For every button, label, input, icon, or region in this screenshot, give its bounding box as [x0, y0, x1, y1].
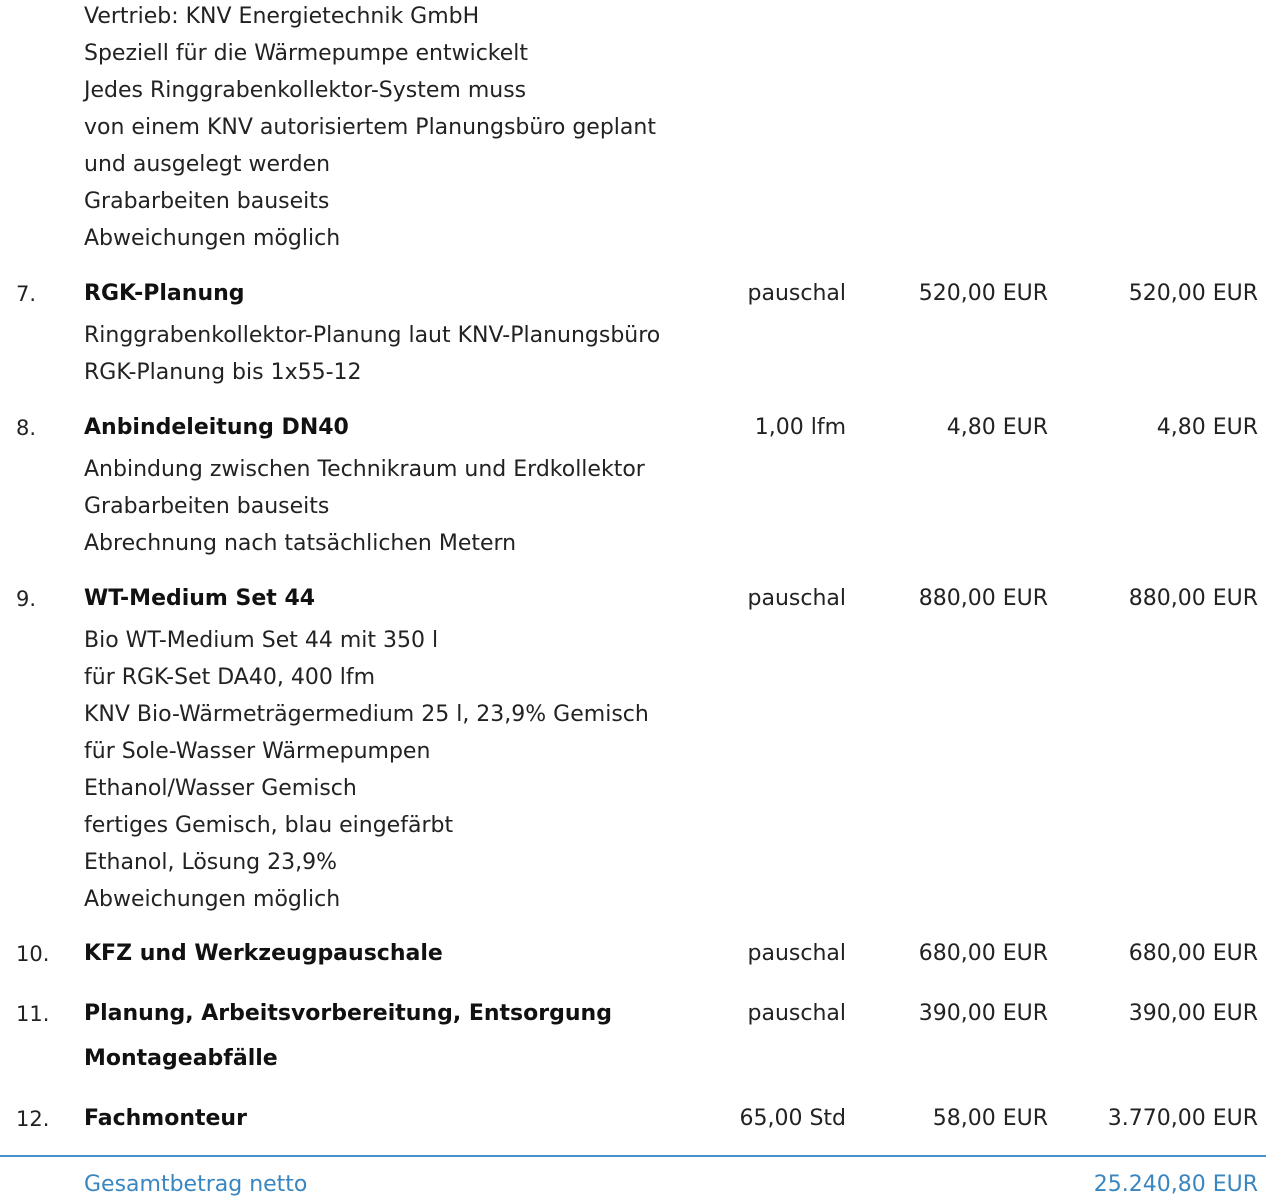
description-line: Abweichungen möglich: [84, 887, 341, 912]
item-quantity: 65,00 Std: [739, 1106, 846, 1131]
item-quantity: pauschal: [747, 586, 846, 611]
item-title: WT-Medium Set 44: [84, 586, 316, 611]
item-number: 9.: [16, 587, 37, 611]
item-number: 11.: [16, 1002, 50, 1026]
item-unit-price: 390,00 EUR: [918, 1001, 1048, 1026]
item-description: [84, 451, 645, 562]
description-line: RGK-Planung bis 1x55-12: [84, 360, 362, 385]
item-title: Anbindeleitung DN40: [84, 415, 349, 440]
net-total-value: 25.240,80 EUR: [1093, 1172, 1258, 1197]
net-total-label: Gesamtbetrag netto: [84, 1172, 308, 1197]
description-line: für RGK-Set DA40, 400 lfm: [84, 665, 376, 690]
description-line: fertiges Gemisch, blau eingefärbt: [84, 813, 454, 838]
item-number: 8.: [16, 416, 37, 440]
description-line: Ringgrabenkollektor-Planung laut KNV-Planungsbüro: [84, 323, 661, 348]
item-unit-price: 680,00 EUR: [918, 941, 1048, 966]
description-line: Bio WT-Medium Set 44 mit 350 l: [84, 628, 439, 653]
description-line: Grabarbeiten bauseits: [84, 494, 330, 519]
description-line: Abrechnung nach tatsächlichen Metern: [84, 531, 517, 556]
item-quantity: pauschal: [747, 281, 846, 306]
item-unit-price: 58,00 EUR: [932, 1106, 1048, 1131]
description-line: Ethanol/Wasser Gemisch: [84, 776, 357, 801]
item-unit-price: 520,00 EUR: [918, 281, 1048, 306]
item-title: Planung, Arbeitsvorbereitung, Entsorgung: [84, 1001, 612, 1026]
item-quantity: pauschal: [747, 941, 846, 966]
item-description: [84, 317, 660, 391]
item-total: 680,00 EUR: [1128, 941, 1258, 966]
item-total: 4,80 EUR: [1156, 415, 1258, 440]
description-line: KNV Bio-Wärmeträgermedium 25 l, 23,9% Gemisch: [84, 702, 649, 727]
description-line: Grabarbeiten bauseits: [84, 189, 330, 214]
totals-divider: [0, 1155, 1266, 1157]
item-title: Fachmonteur: [84, 1106, 247, 1131]
item-number: 12.: [16, 1107, 50, 1131]
item-total: 520,00 EUR: [1128, 281, 1258, 306]
description-line: Ethanol, Lösung 23,9%: [84, 850, 337, 875]
item-number: 7.: [16, 282, 37, 306]
description-line: Jedes Ringgrabenkollektor-System muss: [84, 78, 527, 103]
description-line: Anbindung zwischen Technikraum und Erdkollektor: [84, 457, 645, 482]
item-title-continuation: Montageabfälle: [84, 1046, 278, 1071]
item-unit-price: 4,80 EUR: [946, 415, 1048, 440]
item-total: 3.770,00 EUR: [1107, 1106, 1258, 1131]
item-number: 10.: [16, 942, 50, 966]
item-title: RGK-Planung: [84, 281, 245, 306]
item-unit-price: 880,00 EUR: [918, 586, 1048, 611]
item-title: KFZ und Werkzeugpauschale: [84, 941, 443, 966]
item-description: [84, 622, 649, 918]
description-line: von einem KNV autorisiertem Planungsbüro geplant: [84, 115, 656, 140]
description-line: Abweichungen möglich: [84, 226, 341, 251]
description-line: Speziell für die Wärmepumpe entwickelt: [84, 41, 529, 66]
description-line: und ausgelegt werden: [84, 152, 331, 177]
item-quantity: 1,00 lfm: [754, 415, 846, 440]
item-total: 880,00 EUR: [1128, 586, 1258, 611]
description-line: Vertrieb: KNV Energietechnik GmbH: [84, 4, 480, 29]
item-6-description-continuation: [84, 0, 656, 257]
item-total: 390,00 EUR: [1128, 1001, 1258, 1026]
item-quantity: pauschal: [747, 1001, 846, 1026]
description-line: für Sole-Wasser Wärmepumpen: [84, 739, 431, 764]
